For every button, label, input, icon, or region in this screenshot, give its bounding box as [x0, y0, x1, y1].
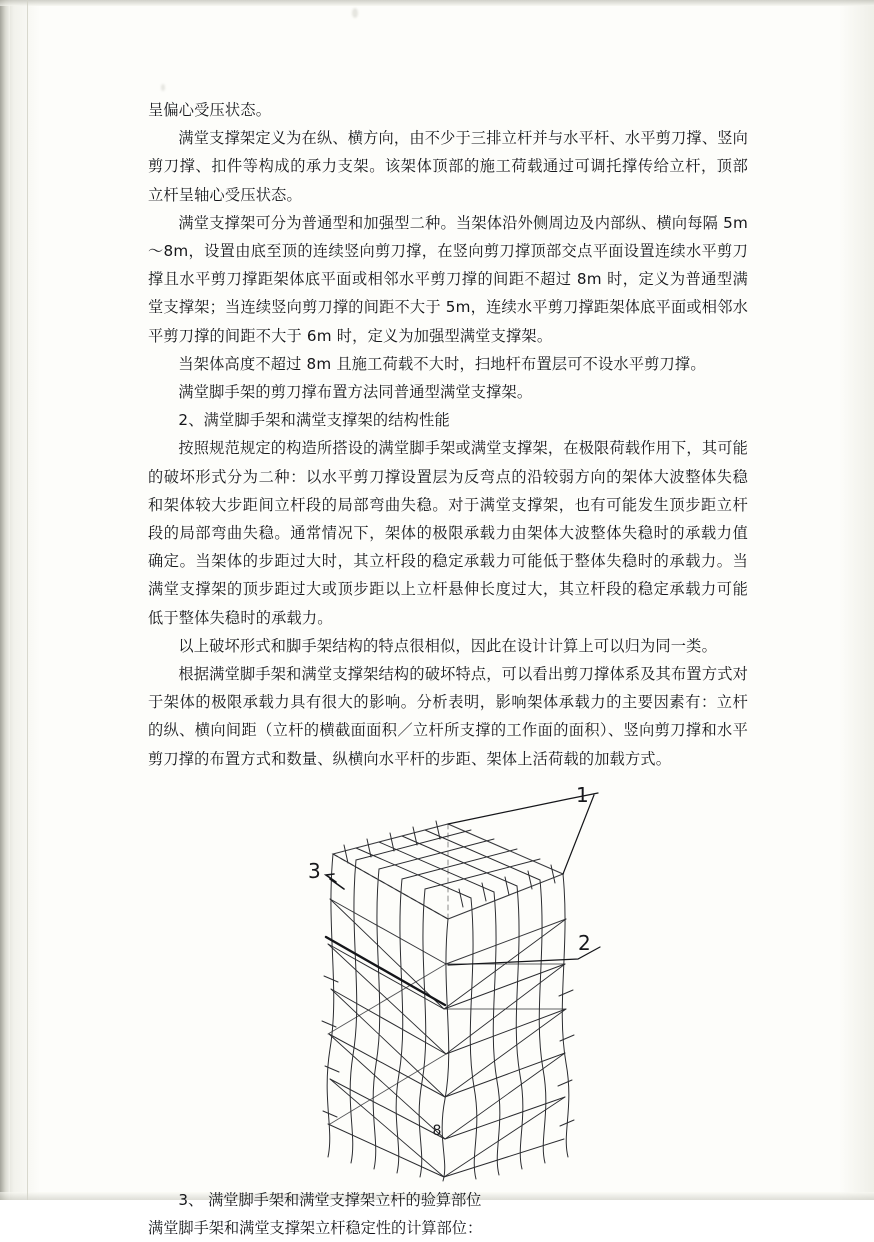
figure-label-2: 2 — [578, 930, 591, 955]
paragraph-7: 按照规范规定的构造所搭设的满堂脚手架或满堂支撑架，在极限荷载作用下，其可能的破坏形式分为二种：以水平剪刀撑设置层为反弯点的沿较弱方向的架体大波整体失稳和架体较大步距间立杆段的局部弯曲失稳。对于满堂支撑架，也有可能发生顶步距立杆段的局部弯曲失稳。通常情况下，架体的极限承载力由架体大波整体失稳时的承载力值确定。当架体的步距过大时，其立杆段的稳定承载力可能低于整体失稳时的承载力。当满堂支撑架的顶步距过大或顶步距以上立杆悬伸长度过大，其立杆段的稳定承载力可能低于整体失稳时的承载力。 — [148, 439, 748, 627]
figure-caption-block — [148, 1186, 748, 1242]
scan-artifact-speck — [352, 8, 358, 18]
paragraph-3: 满堂支撑架可分为普通型和加强型二种。当架体沿外侧周边及内部纵、横向每隔 5m～8m，设置由底至顶的连续竖向剪刀撑，在竖向剪刀撑顶部交点平面设置连续水平剪刀撑且水平剪刀撑距架体底平面或相邻水平剪刀撑的间距不超过 8m 时，定义为普通型满堂支撑架；当连续竖向剪刀撑的间距不大于 5m，连续水平剪刀撑距架体底平面或相邻水平剪刀撑的间距不大于 6m 时，定义为加强型满堂支撑架。 — [148, 213, 748, 345]
figure-label-3: 3 — [308, 858, 321, 883]
page-number: 8 — [432, 1123, 442, 1139]
figure-caption: 3、 满堂脚手架和满堂支撑架立杆的验算部位 — [178, 1190, 482, 1209]
figure-label-1: 1 — [576, 782, 589, 807]
paragraph-9: 根据满堂脚手架和满堂支撑架结构的破坏特点，可以看出剪刀撑体系及其布置方式对于架体的极限承载力具有很大的影响。分析表明，影响架体承载力的主要因素有：立杆的纵、横向间距（立杆的横截面面积／立杆所支撑的工作面的面积）、竖向剪刀撑和水平剪刀撑的布置方式和数量、纵横向水平杆的步距、架体上活荷载的加载方式。 — [148, 665, 748, 768]
paragraph-6-heading: 2、满堂脚手架和满堂支撑架的结构性能 — [178, 411, 450, 430]
paragraph-8: 以上破坏形式和脚手架结构的特点很相似，因此在设计计算上可以归为同一类。 — [178, 636, 717, 655]
paragraph-5: 满堂脚手架的剪刀撑布置方法同普通型满堂支撑架。 — [178, 383, 533, 402]
scan-artifact-speck-2 — [161, 84, 165, 91]
page-left-edge-shadow — [0, 0, 10, 1200]
paragraph-2: 满堂支撑架定义为在纵、横方向，由不少于三排立杆并与水平杆、水平剪刀撑、竖向剪刀撑、扣件等构成的承力支架。该架体顶部的施工荷载通过可调托撑传给立杆，顶部立杆呈轴心受压状态。 — [148, 129, 748, 204]
tail-paragraph-1: 满堂脚手架和满堂支撑架立杆稳定性的计算部位： — [148, 1219, 483, 1238]
page-fold-line — [27, 0, 28, 1200]
paragraph-4: 当架体高度不超过 8m 且施工荷载不大时，扫地杆布置层可不设水平剪刀撑。 — [178, 354, 706, 373]
paragraph-1: 呈偏心受压状态。 — [148, 101, 272, 119]
page-top-edge-shadow — [0, 0, 874, 6]
document-body — [148, 96, 748, 1242]
